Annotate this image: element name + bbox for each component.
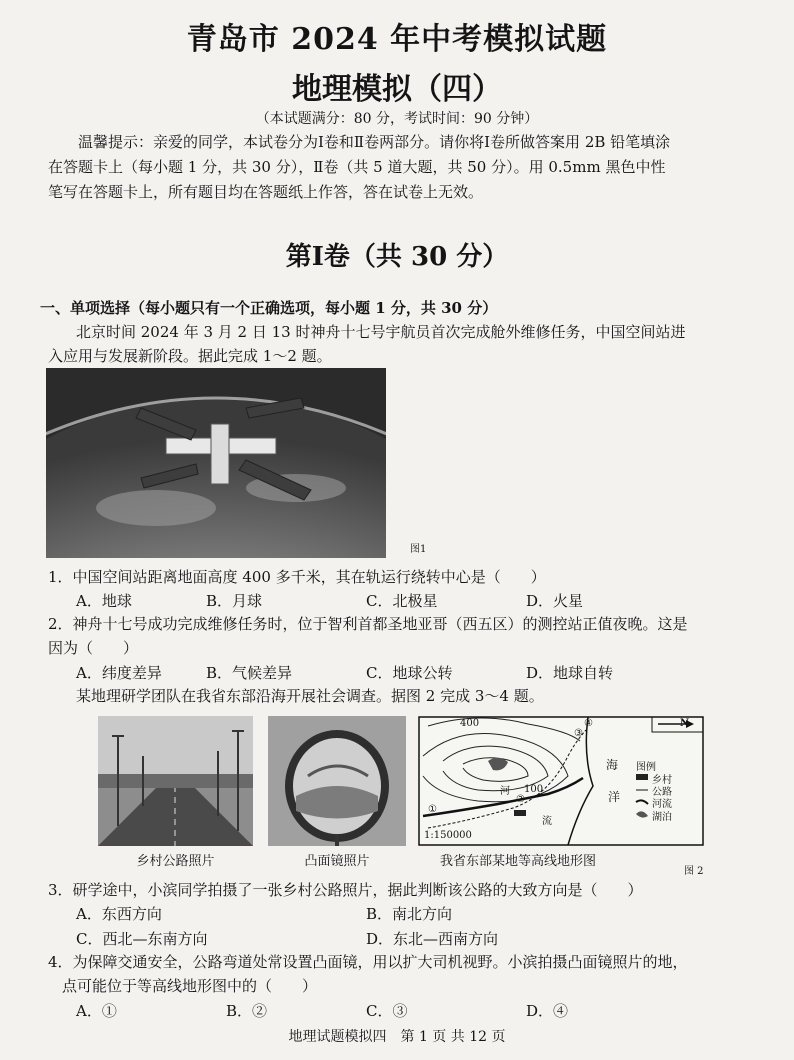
q4-option-b: B．② (226, 1002, 268, 1020)
notice (48, 130, 748, 205)
contour-400: 400 (460, 718, 480, 729)
map-marker-1: ① (428, 804, 437, 815)
q2-option-a: A．纬度差异 (76, 664, 162, 682)
part-heading: 一、单项选择（每小题只有一个正确选项，每小题 1 分，共 30 分） (40, 299, 498, 317)
q2-option-b: B．气候差异 (206, 664, 293, 682)
north-label: N (680, 718, 690, 729)
space-station-photo (46, 368, 386, 558)
q4-stem: 4．为保障交通安全，公路弯道处常设置凸面镜，用以扩大司机视野。小滨拍摄凸面镜照片的地， (48, 953, 688, 971)
ocean-label: 洋 (608, 790, 621, 804)
river-label: 河 (500, 786, 510, 797)
q2-stem: 因为（ ） (48, 639, 139, 657)
q4-stem: 点可能位于等高线地形图中的（ ） (62, 977, 318, 995)
notice-line: 在答题卡上（每小题 1 分，共 30 分），Ⅱ卷（共 5 道大题，共 50 分）。用 0.5mm 黑色中性 (48, 158, 666, 176)
page-footer: 地理试题模拟四 第 1 页 共 12 页 (288, 1029, 506, 1045)
q1-option-d: D．火星 (526, 592, 584, 610)
map-scale: 1:150000 (424, 830, 472, 841)
road-photo-caption: 乡村公路照片 (136, 854, 215, 869)
q1-option-a: A．地球 (76, 592, 132, 610)
exam-info: （本试题满分：80 分，考试时间：90 分钟） (255, 111, 539, 127)
q3-option-b: B．南北方向 (366, 905, 453, 923)
legend-village-swatch (636, 774, 648, 780)
space-station-image (46, 368, 386, 558)
map-caption: 我省东部某地等高线地形图 (439, 854, 596, 869)
contour-map (418, 716, 704, 846)
river-label: 流 (542, 816, 552, 827)
map-marker-2: ② (516, 794, 525, 805)
q3-option-c: C．西北—东南方向 (76, 930, 208, 948)
notice-line: 笔写在答题卡上，所有题目均在答题纸上作答，答在试卷上无效。 (48, 183, 484, 201)
q4-option-a: A．① (76, 1002, 117, 1020)
legend-river: 河流 (652, 799, 672, 810)
q1-stem: 1．中国空间站距离地面高度 400 多千米，其在轨运行绕转中心是（ ） (48, 568, 546, 586)
rural-road-photo (98, 716, 253, 846)
sea-label: 海 (606, 758, 619, 772)
convex-mirror-image (268, 716, 406, 846)
legend-road: 公路 (652, 787, 672, 798)
map-marker-3: ③ (574, 728, 583, 739)
legend-village: 乡村 (652, 775, 672, 786)
notice-line: 温馨提示：亲爱的同学，本试卷分为Ⅰ卷和Ⅱ卷两部分。请你将Ⅰ卷所做答案用 2B 铅笔填涂 (78, 133, 671, 151)
intro-line: 入应用与发展新阶段。据此完成 1～2 题。 (48, 347, 332, 365)
contour-100: 100 (524, 784, 544, 795)
map-marker-4: ④ (584, 718, 593, 729)
q2-option-c: C．地球公转 (366, 664, 453, 682)
rural-road-image (98, 716, 253, 846)
legend-lake: 湖泊 (652, 812, 672, 823)
exam-title: 青岛市 2024 年中考模拟试题 (186, 22, 608, 57)
convex-mirror-photo (268, 716, 406, 846)
q2-stem: 2．神舟十七号成功完成维修任务时，位于智利首都圣地亚哥（西五区）的测控站正值夜晚。这是 (48, 615, 688, 633)
q3-option-d: D．东北—西南方向 (366, 930, 499, 948)
q3-stem: 3．研学途中，小滨同学拍摄了一张乡村公路照片，据此判断该公路的大致方向是（ ） (48, 881, 643, 899)
intro-line: 北京时间 2024 年 3 月 2 日 13 时神舟十七号宇航员首次完成舱外维修任务，中国空间站进 (76, 323, 686, 341)
q1-option-b: B．月球 (206, 592, 263, 610)
q4-option-c: C．③ (366, 1002, 408, 1020)
legend-title: 图例 (636, 762, 656, 773)
fig2-label: 图 2 (684, 866, 704, 877)
mirror-photo-caption: 凸面镜照片 (304, 854, 370, 869)
fig1-label: 图1 (410, 544, 427, 555)
section-title: 第Ⅰ卷（共 30 分） (285, 242, 509, 272)
q4-option-d: D．④ (526, 1002, 569, 1020)
exam-subtitle: 地理模拟（四） (292, 72, 502, 107)
q1-option-c: C．北极星 (366, 592, 438, 610)
q2-option-d: D．地球自转 (526, 664, 614, 682)
q3-option-a: A．东西方向 (76, 905, 162, 923)
group2-intro: 某地理研学团队在我省东部沿海开展社会调查。据图 2 完成 3～4 题。 (76, 687, 544, 705)
